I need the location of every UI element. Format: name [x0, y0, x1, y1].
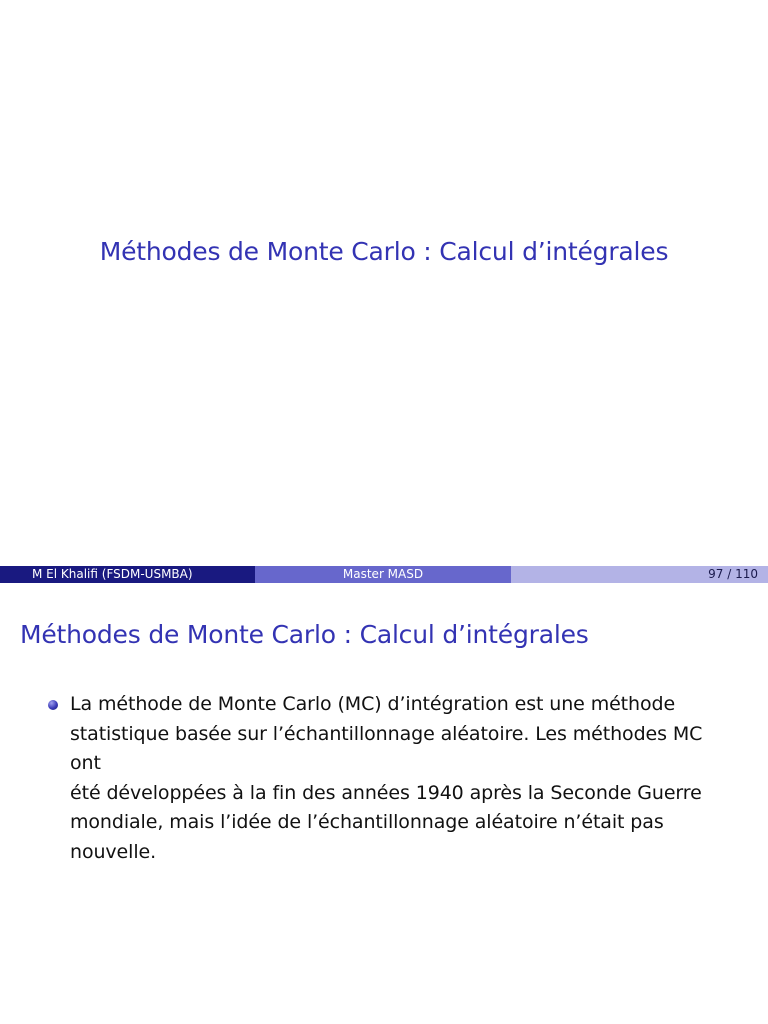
section-title: Méthodes de Monte Carlo : Calcul d’intégrales [99, 237, 669, 266]
bullet-line: été développées à la fin des années 1940 après la Seconde Guerre [70, 781, 702, 804]
footer-page-number: 97 / 110 [511, 566, 768, 583]
bullet-line: mondiale, mais l’idée de l’échantillonnage aléatoire n’était pas [70, 811, 664, 833]
footer-course: Master MASD [255, 566, 511, 583]
bullet-line: statistique basée sur l’échantillonnage aléatoire. Les méthodes MC ont [70, 722, 703, 774]
bullet-line: nouvelle. [70, 840, 157, 863]
bullet-item [48, 690, 728, 867]
footer-author: M El Khalifi (FSDM-USMBA) [0, 566, 255, 583]
bullet-list [48, 690, 728, 867]
bullet-line: La méthode de Monte Carlo (MC) d’intégration est une méthode [70, 693, 676, 715]
slide-footer [0, 566, 768, 583]
bullet-ball-icon [48, 700, 58, 710]
content-slide [0, 583, 768, 1024]
frame-title: Méthodes de Monte Carlo : Calcul d’intégrales [20, 620, 589, 649]
